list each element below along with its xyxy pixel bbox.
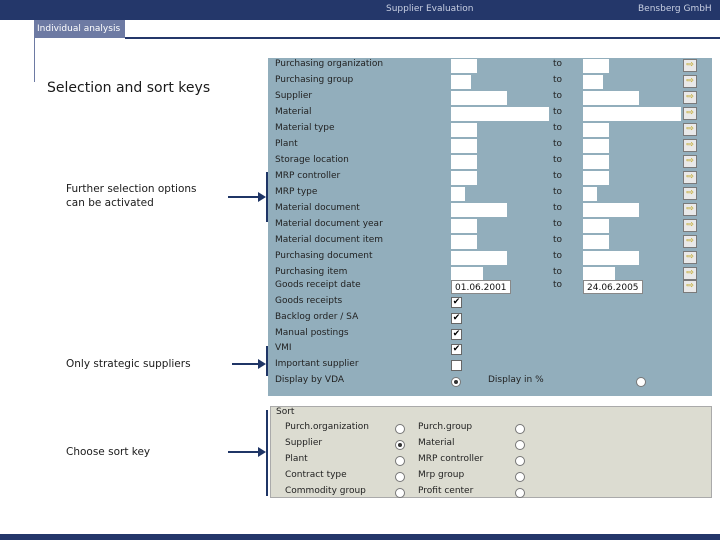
to-field[interactable] (583, 203, 639, 217)
row-mrp-type (273, 186, 713, 202)
note-further-selection (66, 182, 197, 210)
checkbox[interactable]: ✔ (452, 344, 461, 354)
sort-radio-plant[interactable] (395, 456, 405, 466)
from-field[interactable] (451, 107, 549, 121)
display-options (273, 374, 713, 390)
checkbox[interactable]: ✔ (452, 313, 461, 323)
footer-bar (0, 534, 720, 540)
to-field[interactable] (583, 219, 609, 233)
display-percent-radio[interactable] (636, 377, 646, 387)
from-field[interactable] (451, 171, 477, 185)
sort-radio-purch-group[interactable] (515, 424, 525, 434)
multiple-selection-icon[interactable]: ⇨ (683, 187, 697, 200)
row-label: Plant (275, 139, 298, 149)
row-material-document (273, 202, 713, 218)
row-label: Purchasing group (275, 75, 354, 85)
row-purchasing-document (273, 250, 713, 266)
row-label: Material document (275, 203, 360, 213)
from-field[interactable] (451, 123, 477, 137)
note-line-1: Further selection options (66, 183, 197, 195)
check-goods-receipts (273, 295, 713, 311)
check-label: VMI (275, 343, 292, 353)
row-plant (273, 138, 713, 154)
sort-label: Contract type (285, 470, 347, 480)
sort-label: Commodity group (285, 486, 366, 496)
row-label: Material type (275, 123, 335, 133)
to-field[interactable] (583, 75, 603, 89)
row-label: MRP type (275, 187, 318, 197)
sort-radio-mrp-group[interactable] (515, 472, 525, 482)
sort-label: Mrp group (418, 470, 465, 480)
to-label: to (553, 91, 563, 101)
check-backlog-order (273, 311, 713, 327)
to-label: to (553, 107, 563, 117)
to-field[interactable] (583, 187, 597, 201)
to-field[interactable] (583, 171, 609, 185)
checkbox[interactable] (451, 360, 462, 371)
multiple-selection-icon[interactable]: ⇨ (683, 235, 697, 248)
sort-radio-contract-type[interactable] (395, 472, 405, 482)
row-material-document-item (273, 234, 713, 250)
row-purchasing-group (273, 74, 713, 90)
check-label: Important supplier (275, 359, 359, 369)
row-purchasing-organization (273, 58, 713, 74)
to-field[interactable] (583, 91, 639, 105)
multiple-selection-icon[interactable]: ⇨ (683, 123, 697, 136)
to-label: to (553, 235, 563, 245)
header-title: Supplier Evaluation (386, 4, 474, 14)
row-storage-location (273, 154, 713, 170)
tab-individual-analysis[interactable]: Individual analysis (34, 20, 125, 38)
to-field[interactable] (583, 139, 609, 153)
multiple-selection-icon[interactable]: ⇨ (683, 219, 697, 232)
to-label: to (553, 219, 563, 229)
multiple-selection-icon[interactable]: ⇨ (683, 107, 697, 120)
divider (34, 38, 35, 82)
checkbox[interactable]: ✔ (452, 329, 461, 339)
sort-label: MRP controller (418, 454, 484, 464)
to-field[interactable] (583, 107, 681, 121)
to-field[interactable] (583, 235, 609, 249)
from-field[interactable] (451, 91, 507, 105)
to-label: to (553, 171, 563, 181)
bracket-sort (266, 410, 268, 496)
to-label: to (553, 267, 563, 277)
row-label: MRP controller (275, 171, 341, 181)
sort-radio-profit-center[interactable] (515, 488, 525, 498)
sort-label: Supplier (285, 438, 323, 448)
check-manual-postings (273, 327, 713, 343)
multiple-selection-icon[interactable]: ⇨ (683, 267, 697, 280)
sort-groupbox (270, 406, 712, 498)
from-field[interactable] (451, 155, 477, 169)
row-goods-receipt-date (273, 279, 713, 295)
from-field[interactable] (451, 139, 477, 153)
row-label: Purchasing organization (275, 59, 384, 69)
page-title: Selection and sort keys (47, 80, 211, 96)
row-label: Purchasing item (275, 267, 348, 277)
from-field[interactable]: 01.06.2001 (451, 280, 511, 294)
from-field[interactable] (451, 251, 507, 265)
from-field[interactable] (451, 235, 477, 249)
check-label: Backlog order / SA (275, 312, 359, 322)
row-label: Storage location (275, 155, 349, 165)
from-field[interactable] (451, 75, 471, 89)
arrow-further (228, 196, 264, 198)
sort-radio-purch-organization[interactable] (395, 424, 405, 434)
to-label: to (553, 155, 563, 165)
check-important-supplier (273, 358, 713, 374)
from-field[interactable] (451, 203, 507, 217)
row-label: Material (275, 107, 312, 117)
note-sort-key: Choose sort key (66, 446, 151, 458)
multiple-selection-icon[interactable]: ⇨ (683, 251, 697, 264)
to-label: to (553, 251, 563, 261)
note-strategic: Only strategic suppliers (66, 358, 191, 370)
to-label: to (553, 187, 563, 197)
to-field[interactable] (583, 123, 609, 137)
to-field[interactable] (583, 59, 609, 73)
to-label: to (553, 123, 563, 133)
to-field[interactable] (583, 251, 639, 265)
tab-underline (125, 37, 720, 39)
multiple-selection-icon[interactable]: ⇨ (683, 203, 697, 216)
sort-label: Material (418, 438, 455, 448)
sort-radio-mrp-controller[interactable] (515, 456, 525, 466)
sort-label: Purch.group (418, 422, 473, 432)
sort-label: Plant (285, 454, 308, 464)
row-material-document-year (273, 218, 713, 234)
note-line-2: can be activated (66, 197, 154, 209)
arrow-strategic (232, 363, 264, 365)
sort-radio-material[interactable] (515, 440, 525, 450)
row-label: Material document year (275, 219, 383, 229)
arrow-sort (228, 451, 264, 453)
to-label: to (553, 59, 563, 69)
display-vda-label: Display by VDA (275, 375, 345, 385)
multiple-selection-icon[interactable]: ⇨ (683, 75, 697, 88)
header-bar (0, 0, 720, 20)
row-mrp-controller (273, 170, 713, 186)
to-label: to (553, 203, 563, 213)
display-vda-radio[interactable] (451, 377, 461, 387)
checkbox[interactable]: ✔ (452, 297, 461, 307)
from-field[interactable] (451, 187, 465, 201)
row-material-type (273, 122, 713, 138)
row-material (273, 106, 713, 122)
row-supplier (273, 90, 713, 106)
sort-label: Profit center (418, 486, 474, 496)
check-label: Goods receipts (275, 296, 343, 306)
multiple-selection-icon[interactable]: ⇨ (683, 139, 697, 152)
row-label: Goods receipt date (275, 280, 361, 290)
row-label: Material document item (275, 235, 384, 245)
check-vmi (273, 342, 713, 358)
multiple-selection-icon[interactable]: ⇨ (683, 59, 697, 72)
to-field[interactable]: 24.06.2005 (583, 280, 643, 294)
row-label: Supplier (275, 91, 313, 101)
multiple-selection-icon[interactable]: ⇨ (683, 91, 697, 104)
sort-legend: Sort (276, 407, 295, 417)
sort-radio-supplier[interactable] (395, 440, 405, 450)
to-label: to (553, 139, 563, 149)
multiple-selection-icon[interactable]: ⇨ (683, 171, 697, 184)
from-field[interactable] (451, 59, 477, 73)
multiple-selection-icon[interactable]: ⇨ (683, 155, 697, 168)
row-label: Purchasing document (275, 251, 373, 261)
display-percent-label: Display in % (488, 375, 544, 385)
sort-label: Purch.organization (285, 422, 369, 432)
to-field[interactable] (583, 155, 609, 169)
to-label: to (553, 280, 563, 290)
to-label: to (553, 75, 563, 85)
check-label: Manual postings (275, 328, 349, 338)
from-field[interactable] (451, 219, 477, 233)
header-company: Bensberg GmbH (638, 4, 712, 14)
sort-radio-commodity-group[interactable] (395, 488, 405, 498)
multiple-selection-icon[interactable]: ⇨ (683, 280, 697, 293)
